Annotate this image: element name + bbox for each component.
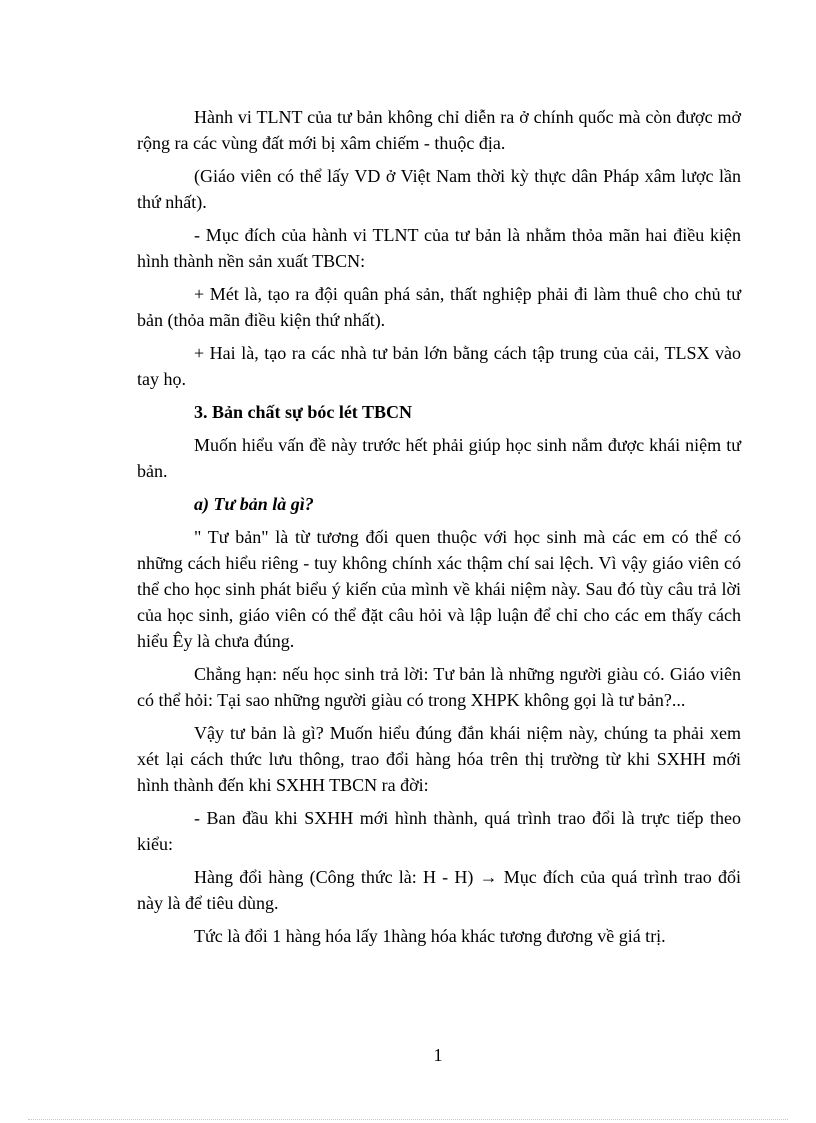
- section-heading: 3. Bản chất sự bóc lét TBCN: [194, 402, 412, 422]
- footer-divider: [28, 1119, 788, 1120]
- paragraph: - Mục đích của hành vi TLNT của tư bản là nhằm thỏa mãn hai điều kiện hình thành nền sản xuất TBCN:: [137, 225, 741, 271]
- paragraph: Hành vi TLNT của tư bản không chỉ diễn ra ở chính quốc mà còn được mở rộng ra các vùng đất mới bị xâm chiếm - thuộc địa.: [137, 107, 741, 153]
- document-body: [137, 104, 741, 956]
- paragraph: + Hai là, tạo ra các nhà tư bản lớn bằng cách tập trung của cải, TLSX vào tay họ.: [137, 343, 741, 389]
- paragraph: Chẳng hạn: nếu học sinh trả lời: Tư bản là những người giàu có. Giáo viên có thể hỏi: Tại sao những người giàu có trong XHPK không gọi là tư bản?...: [137, 664, 741, 710]
- page-number: 1: [433, 1045, 443, 1065]
- paragraph: " Tư bản" là từ tương đối quen thuộc với học sinh mà các em có thể có những cách hiểu riêng - tuy không chính xác thậm chí sai lệch. Vì vậy giáo viên có thể cho học sinh phát biểu ý kiến của mình về khái niệm này. Sau đó tùy câu trả lời của học sinh, giáo viên có thể đặt câu hỏi và lập luận để chỉ cho các em thấy cách hiểu Êy là chưa đúng.: [137, 527, 741, 651]
- paragraph: Hàng đổi hàng (Công thức là: H - H) → Mục đích của quá trình trao đổi này là để tiêu dùng.: [137, 867, 741, 913]
- paragraph: Muốn hiểu vấn đề này trước hết phải giúp học sinh nắm được khái niệm tư bản.: [137, 435, 741, 481]
- paragraph: + Mét là, tạo ra đội quân phá sản, thất nghiệp phải đi làm thuê cho chủ tư bản (thỏa mãn điều kiện thứ nhất).: [137, 284, 741, 330]
- paragraph: - Ban đầu khi SXHH mới hình thành, quá trình trao đổi là trực tiếp theo kiểu:: [137, 808, 741, 854]
- paragraph: Vậy tư bản là gì? Muốn hiểu đúng đắn khái niệm này, chúng ta phải xem xét lại cách thức lưu thông, trao đổi hàng hóa trên thị trường từ khi SXHH mới hình thành đến khi SXHH TBCN ra đời:: [137, 723, 741, 795]
- paragraph: (Giáo viên có thể lấy VD ở Việt Nam thời kỳ thực dân Pháp xâm lược lần thứ nhất).: [137, 166, 741, 212]
- subsection-heading: a) Tư bản là gì?: [194, 494, 314, 514]
- paragraph: Tức là đổi 1 hàng hóa lấy 1hàng hóa khác tương đương về giá trị.: [194, 926, 666, 946]
